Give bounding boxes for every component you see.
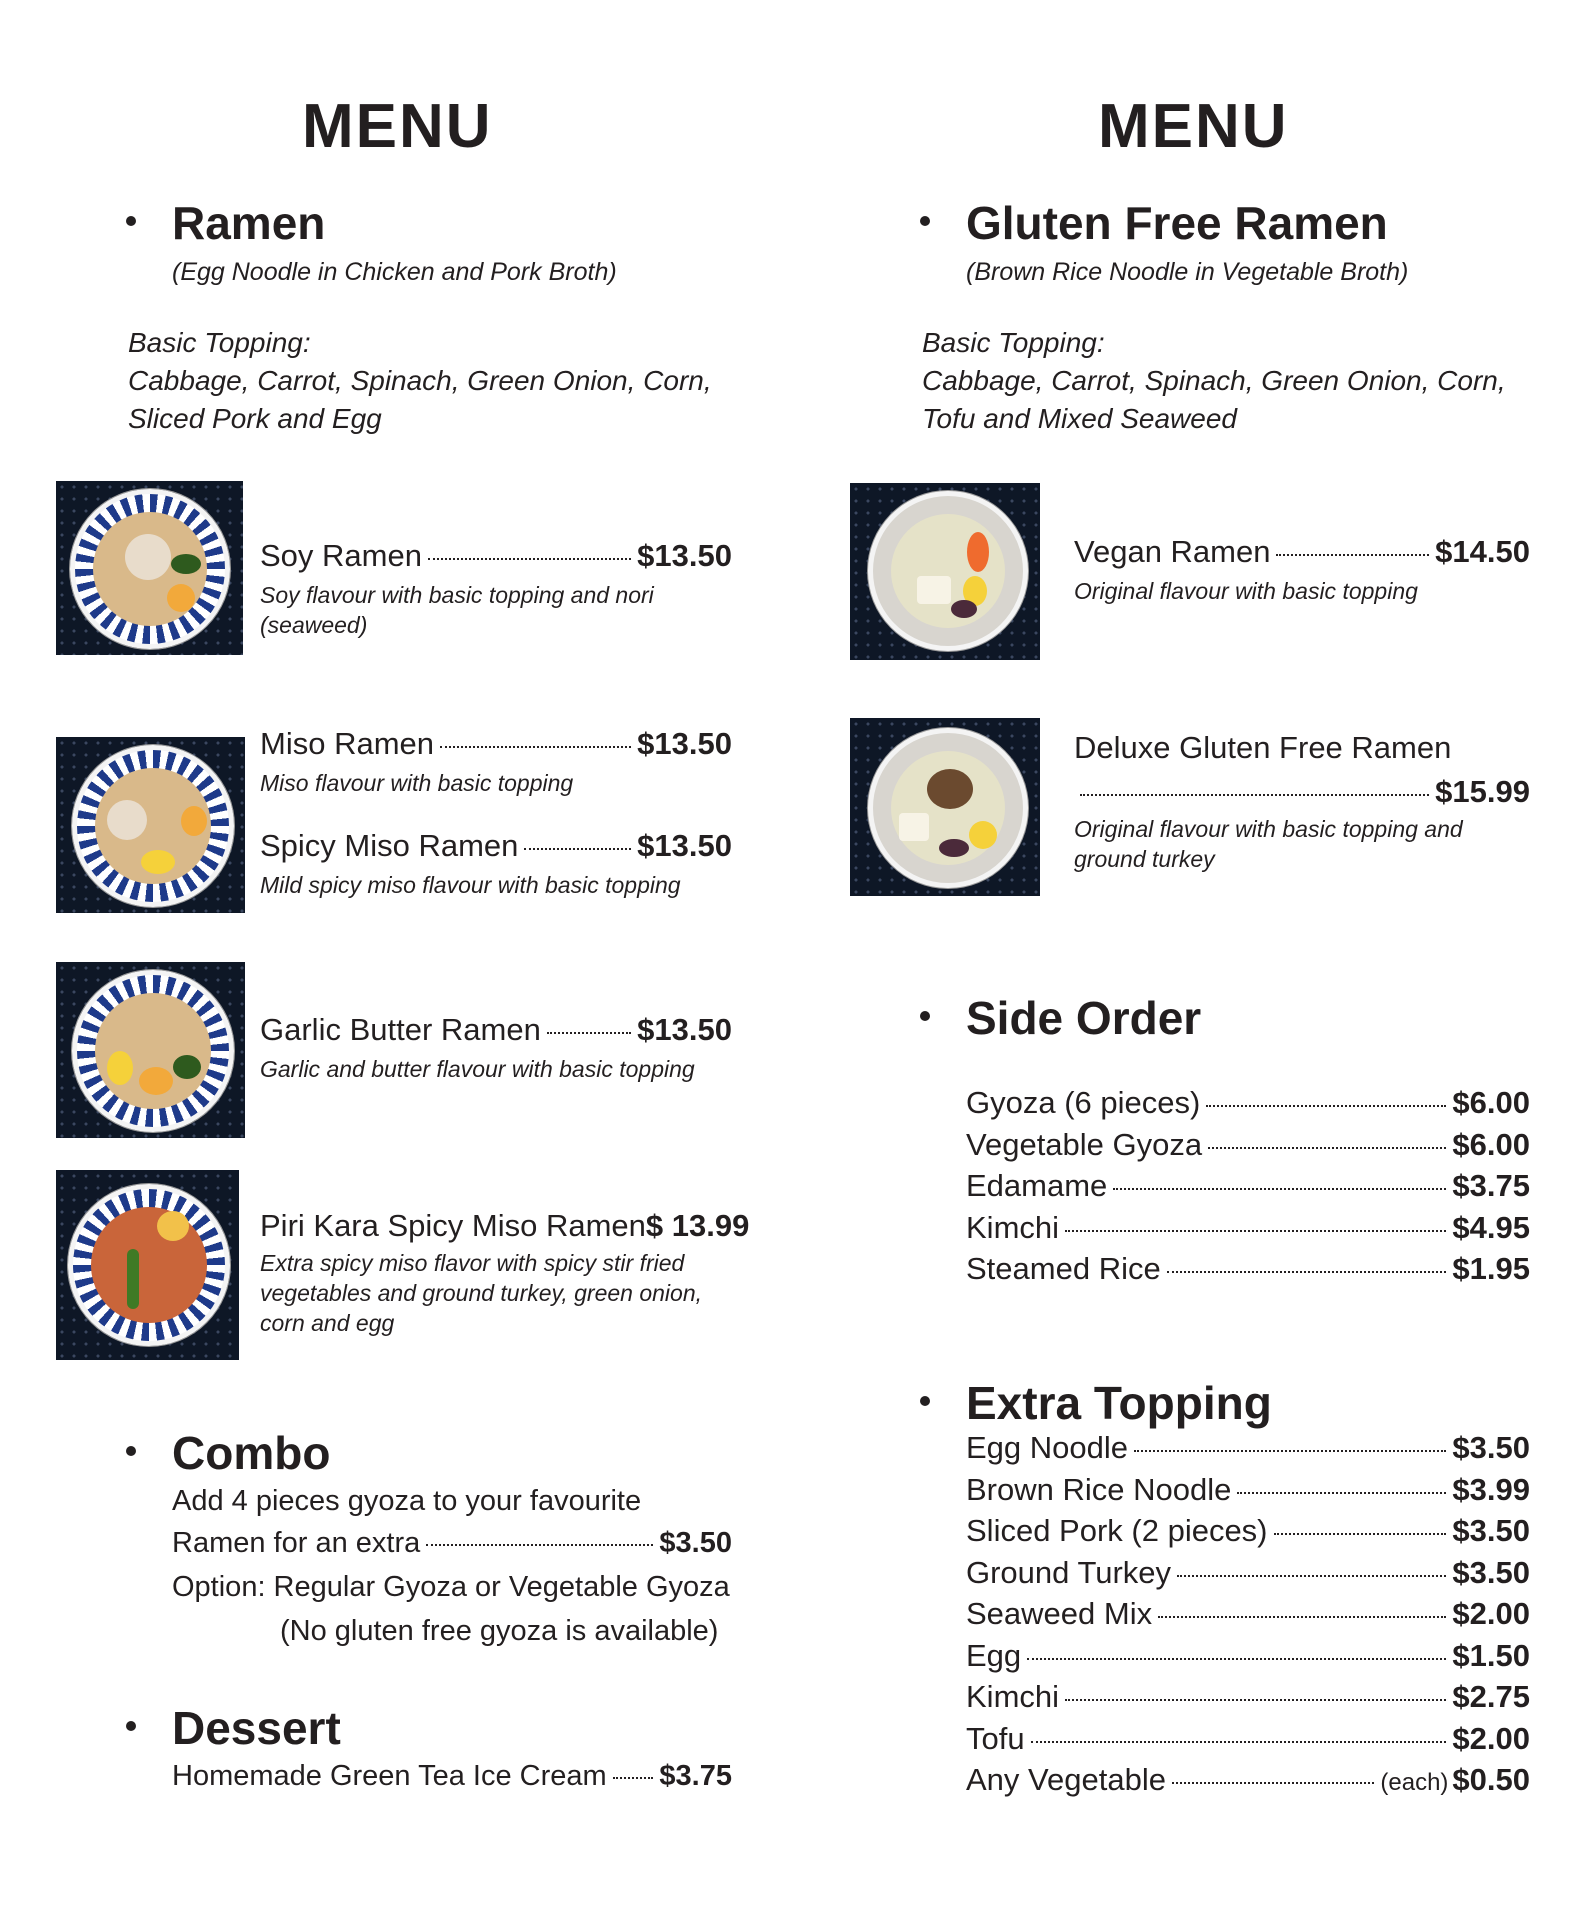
deluxe-price-row bbox=[1074, 774, 1530, 810]
side-order-list bbox=[966, 1085, 1530, 1293]
extra-topping-heading-text: Extra Topping bbox=[966, 1377, 1272, 1429]
combo-note: (No gluten free gyoza is available) bbox=[280, 1615, 719, 1647]
deluxe-gluten-free-ramen-photo bbox=[850, 718, 1040, 896]
item-name: Garlic Butter Ramen bbox=[260, 1012, 541, 1047]
item-price: $3.50 bbox=[1452, 1430, 1530, 1465]
piri-kara-ramen-photo bbox=[56, 1170, 239, 1360]
combo-price-row bbox=[172, 1527, 732, 1560]
list-item bbox=[966, 1596, 1530, 1638]
item-name: Spicy Miso Ramen bbox=[260, 828, 519, 863]
item-name: Egg Noodle bbox=[966, 1430, 1129, 1465]
combo-heading-text: Combo bbox=[172, 1427, 331, 1479]
menu-item-dessert bbox=[172, 1760, 732, 1793]
dessert-heading-text: Dessert bbox=[172, 1702, 341, 1754]
item-price: $3.50 bbox=[1452, 1513, 1530, 1548]
menu-item-soy-ramen bbox=[260, 538, 732, 574]
item-price: $3.50 bbox=[659, 1527, 732, 1559]
list-item bbox=[966, 1721, 1530, 1763]
item-name: Soy Ramen bbox=[260, 538, 422, 573]
bullet-icon bbox=[126, 216, 136, 226]
item-description: Soy flavour with basic topping and nori (seaweed) bbox=[260, 582, 654, 638]
dessert-heading bbox=[172, 1702, 341, 1754]
item-description: Garlic and butter flavour with basic topping bbox=[260, 1056, 695, 1082]
item-name: Sliced Pork (2 pieces) bbox=[966, 1513, 1268, 1548]
item-price: $1.95 bbox=[1452, 1251, 1530, 1286]
menu-item-spicy-miso-ramen bbox=[260, 828, 732, 864]
bowl-icon bbox=[70, 489, 230, 649]
item-price: $3.50 bbox=[1452, 1554, 1530, 1590]
item-price: $2.75 bbox=[1452, 1679, 1530, 1714]
ramen-basic-topping bbox=[128, 324, 712, 438]
bullet-icon bbox=[126, 1721, 136, 1731]
item-price: $2.00 bbox=[1452, 1596, 1530, 1631]
item-name: Ground Turkey bbox=[966, 1554, 1172, 1590]
item-name: Egg bbox=[966, 1637, 1022, 1673]
item-name: Steamed Rice bbox=[966, 1251, 1161, 1286]
soy-ramen-photo bbox=[56, 481, 243, 655]
menu-item-miso-ramen bbox=[260, 726, 732, 762]
bullet-icon bbox=[920, 1011, 930, 1021]
bullet-icon bbox=[920, 216, 930, 226]
bowl-icon bbox=[72, 745, 234, 907]
extra-topping-list bbox=[966, 1430, 1530, 1804]
item-description: Original flavour with basic topping bbox=[1074, 578, 1418, 604]
item-description: Mild spicy miso flavour with basic topping bbox=[260, 872, 681, 898]
item-name: Deluxe Gluten Free Ramen bbox=[1074, 730, 1452, 765]
item-price: $6.00 bbox=[1452, 1126, 1530, 1162]
menu-item-piri-kara-ramen bbox=[260, 1208, 750, 1244]
topping-line: Cabbage, Carrot, Spinach, Green Onion, Corn, bbox=[128, 365, 712, 396]
gluten-free-heading bbox=[966, 197, 1388, 249]
item-price: $14.50 bbox=[1435, 534, 1530, 569]
list-item bbox=[966, 1168, 1530, 1210]
item-name: Miso Ramen bbox=[260, 726, 434, 761]
item-name: Any Vegetable bbox=[966, 1762, 1166, 1797]
item-name: Gyoza (6 pieces) bbox=[966, 1085, 1201, 1120]
bowl-icon bbox=[868, 491, 1028, 651]
menu-item-garlic-butter-ramen bbox=[260, 1012, 732, 1048]
menu-item-deluxe-gluten-free-ramen bbox=[1074, 730, 1530, 766]
vegan-ramen-photo bbox=[850, 483, 1040, 660]
item-description: Miso flavour with basic topping bbox=[260, 770, 574, 796]
item-note: (each) bbox=[1380, 1769, 1449, 1796]
item-name: Tofu bbox=[966, 1720, 1025, 1756]
item-name: Piri Kara Spicy Miso Ramen bbox=[260, 1208, 646, 1243]
item-price: $ 13.99 bbox=[645, 1208, 750, 1243]
item-description: Extra spicy miso flavor with spicy stir fried vegetables and ground turkey, green onion, corn and egg bbox=[260, 1250, 702, 1336]
item-name: Edamame bbox=[966, 1168, 1108, 1203]
item-description: Original flavour with basic topping and ground turkey bbox=[1074, 816, 1463, 872]
item-name: Ramen for an extra bbox=[172, 1527, 421, 1559]
topping-line: Cabbage, Carrot, Spinach, Green Onion, Corn, bbox=[922, 365, 1506, 396]
item-price: $6.00 bbox=[1452, 1085, 1530, 1120]
ramen-heading bbox=[172, 197, 326, 249]
combo-heading bbox=[172, 1427, 331, 1479]
menu-item-vegan-ramen bbox=[1074, 534, 1530, 570]
item-price: $2.00 bbox=[1452, 1720, 1530, 1756]
combo-line: Add 4 pieces gyoza to your favourite bbox=[172, 1485, 642, 1517]
item-price: $13.50 bbox=[637, 828, 732, 863]
list-item bbox=[966, 1638, 1530, 1680]
topping-line: Sliced Pork and Egg bbox=[128, 403, 382, 434]
item-price: $1.50 bbox=[1452, 1637, 1530, 1673]
bullet-icon bbox=[920, 1396, 930, 1406]
bullet-icon bbox=[126, 1446, 136, 1456]
item-price: $3.75 bbox=[1452, 1168, 1530, 1203]
item-price: $13.50 bbox=[637, 726, 732, 761]
list-item bbox=[966, 1251, 1530, 1293]
item-price: $3.75 bbox=[659, 1760, 732, 1792]
combo-option: Option: Regular Gyoza or Vegetable Gyoza bbox=[172, 1571, 730, 1603]
garlic-butter-ramen-photo bbox=[56, 962, 245, 1138]
right-menu-title: MENU bbox=[1098, 92, 1289, 161]
item-name: Vegetable Gyoza bbox=[966, 1126, 1203, 1162]
topping-label: Basic Topping: bbox=[128, 327, 311, 358]
list-item bbox=[966, 1679, 1530, 1721]
list-item bbox=[966, 1430, 1530, 1472]
item-name: Brown Rice Noodle bbox=[966, 1471, 1232, 1507]
item-name: Seaweed Mix bbox=[966, 1596, 1153, 1631]
item-price: $15.99 bbox=[1435, 774, 1530, 809]
list-item bbox=[966, 1555, 1530, 1597]
item-price: $4.95 bbox=[1452, 1209, 1530, 1245]
gluten-free-basic-topping bbox=[922, 324, 1506, 438]
topping-label: Basic Topping: bbox=[922, 327, 1105, 358]
item-name: Vegan Ramen bbox=[1074, 534, 1271, 569]
bowl-icon bbox=[72, 970, 234, 1132]
list-item bbox=[966, 1210, 1530, 1252]
item-name: Kimchi bbox=[966, 1209, 1060, 1245]
item-price: $13.50 bbox=[637, 1012, 732, 1047]
list-item bbox=[966, 1472, 1530, 1514]
gluten-free-subtitle: (Brown Rice Noodle in Vegetable Broth) bbox=[966, 258, 1409, 286]
ramen-subtitle: (Egg Noodle in Chicken and Pork Broth) bbox=[172, 258, 617, 286]
list-item bbox=[966, 1085, 1530, 1127]
left-menu-title: MENU bbox=[302, 92, 493, 161]
bowl-icon bbox=[868, 728, 1028, 888]
item-name: Homemade Green Tea Ice Cream bbox=[172, 1760, 607, 1792]
bowl-icon bbox=[68, 1184, 230, 1346]
miso-ramen-photo bbox=[56, 737, 245, 913]
side-order-heading bbox=[966, 992, 1202, 1044]
extra-topping-heading bbox=[966, 1377, 1272, 1429]
list-item bbox=[966, 1762, 1530, 1804]
item-price: $0.50 bbox=[1452, 1762, 1530, 1797]
item-price: $3.99 bbox=[1452, 1471, 1530, 1507]
list-item bbox=[966, 1127, 1530, 1169]
ramen-heading-text: Ramen bbox=[172, 197, 326, 249]
item-name: Kimchi bbox=[966, 1679, 1060, 1714]
gluten-free-heading-text: Gluten Free Ramen bbox=[966, 197, 1388, 249]
side-order-heading-text: Side Order bbox=[966, 992, 1202, 1044]
topping-line: Tofu and Mixed Seaweed bbox=[922, 403, 1237, 434]
list-item bbox=[966, 1513, 1530, 1555]
item-price: $13.50 bbox=[637, 538, 732, 573]
